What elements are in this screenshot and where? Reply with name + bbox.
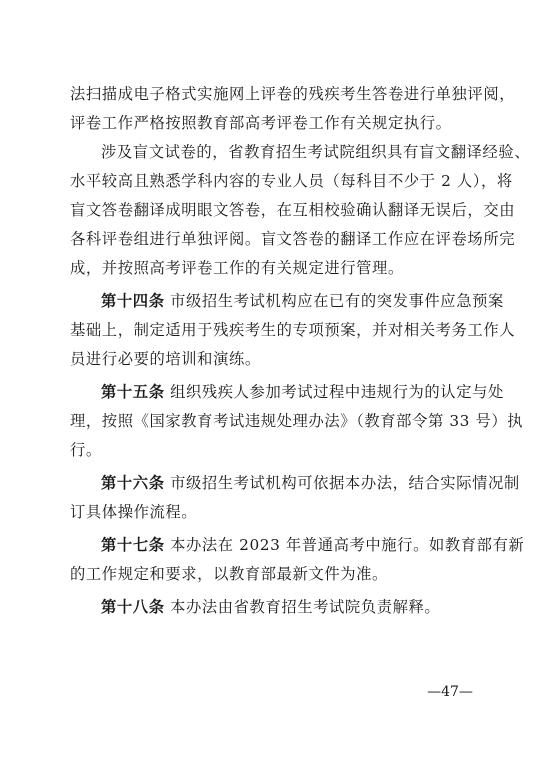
text-line: 市级招生考试机构可依据本办法，结合实际情况制 xyxy=(170,474,520,492)
text-line: 盲文答卷翻译成明眼文答卷，在互相校验确认翻译无误后，交由 xyxy=(70,201,516,219)
text-line: 本办法在 2023 年普通高考中施行。如教育部有新 xyxy=(170,536,525,554)
text-line: 行。 xyxy=(70,441,102,459)
article-heading: 第十五条 xyxy=(101,383,165,401)
paragraph-exam-marking-continued xyxy=(70,80,516,138)
article-14 xyxy=(70,287,516,374)
article-18 xyxy=(70,593,486,622)
article-15 xyxy=(70,378,524,465)
article-16 xyxy=(70,469,520,527)
text-line: 理，按照《国家教育考试违规处理办法》（教育部令第 33 号）执 xyxy=(70,412,524,430)
text-line: 基础上，制定适用于残疾考生的专项预案，并对相关考务工作人 xyxy=(70,321,516,339)
text-line: 成，并按照高考评卷工作的有关规定进行管理。 xyxy=(70,259,404,277)
text-line: 的工作规定和要求，以教育部最新文件为准。 xyxy=(70,565,388,583)
article-heading: 第十八条 xyxy=(101,598,165,616)
text-line: 评卷工作严格按照教育部高考评卷工作有关规定执行。 xyxy=(70,114,452,132)
text-line: 水平较高且熟悉学科内容的专业人员（每科目不少于 2 人），将 xyxy=(70,172,513,190)
text-line: 法扫描成电子格式实施网上评卷的残疾考生答卷进行单独评阅， xyxy=(70,85,516,103)
text-line: 市级招生考试机构应在已有的突发事件应急预案 xyxy=(170,292,504,310)
article-heading: 第十七条 xyxy=(101,536,165,554)
text-line: 涉及盲文试卷的，省教育招生考试院组织具有盲文翻译经验、 xyxy=(101,143,531,161)
article-heading: 第十六条 xyxy=(101,474,165,492)
article-17 xyxy=(70,531,525,589)
text-line: 本办法由省教育招生考试院负责解释。 xyxy=(170,598,441,616)
body-text xyxy=(70,80,531,622)
paragraph-braille-papers xyxy=(70,138,531,283)
page-number: —47— xyxy=(427,684,473,700)
text-line: 组织残疾人参加考试过程中违规行为的认定与处 xyxy=(170,383,504,401)
text-line: 各科评卷组进行单独评阅。盲文答卷的翻译工作应在评卷场所完 xyxy=(70,230,516,248)
text-line: 订具体操作流程。 xyxy=(70,503,198,521)
text-line: 员进行必要的培训和演练。 xyxy=(70,350,261,368)
article-heading: 第十四条 xyxy=(101,292,165,310)
